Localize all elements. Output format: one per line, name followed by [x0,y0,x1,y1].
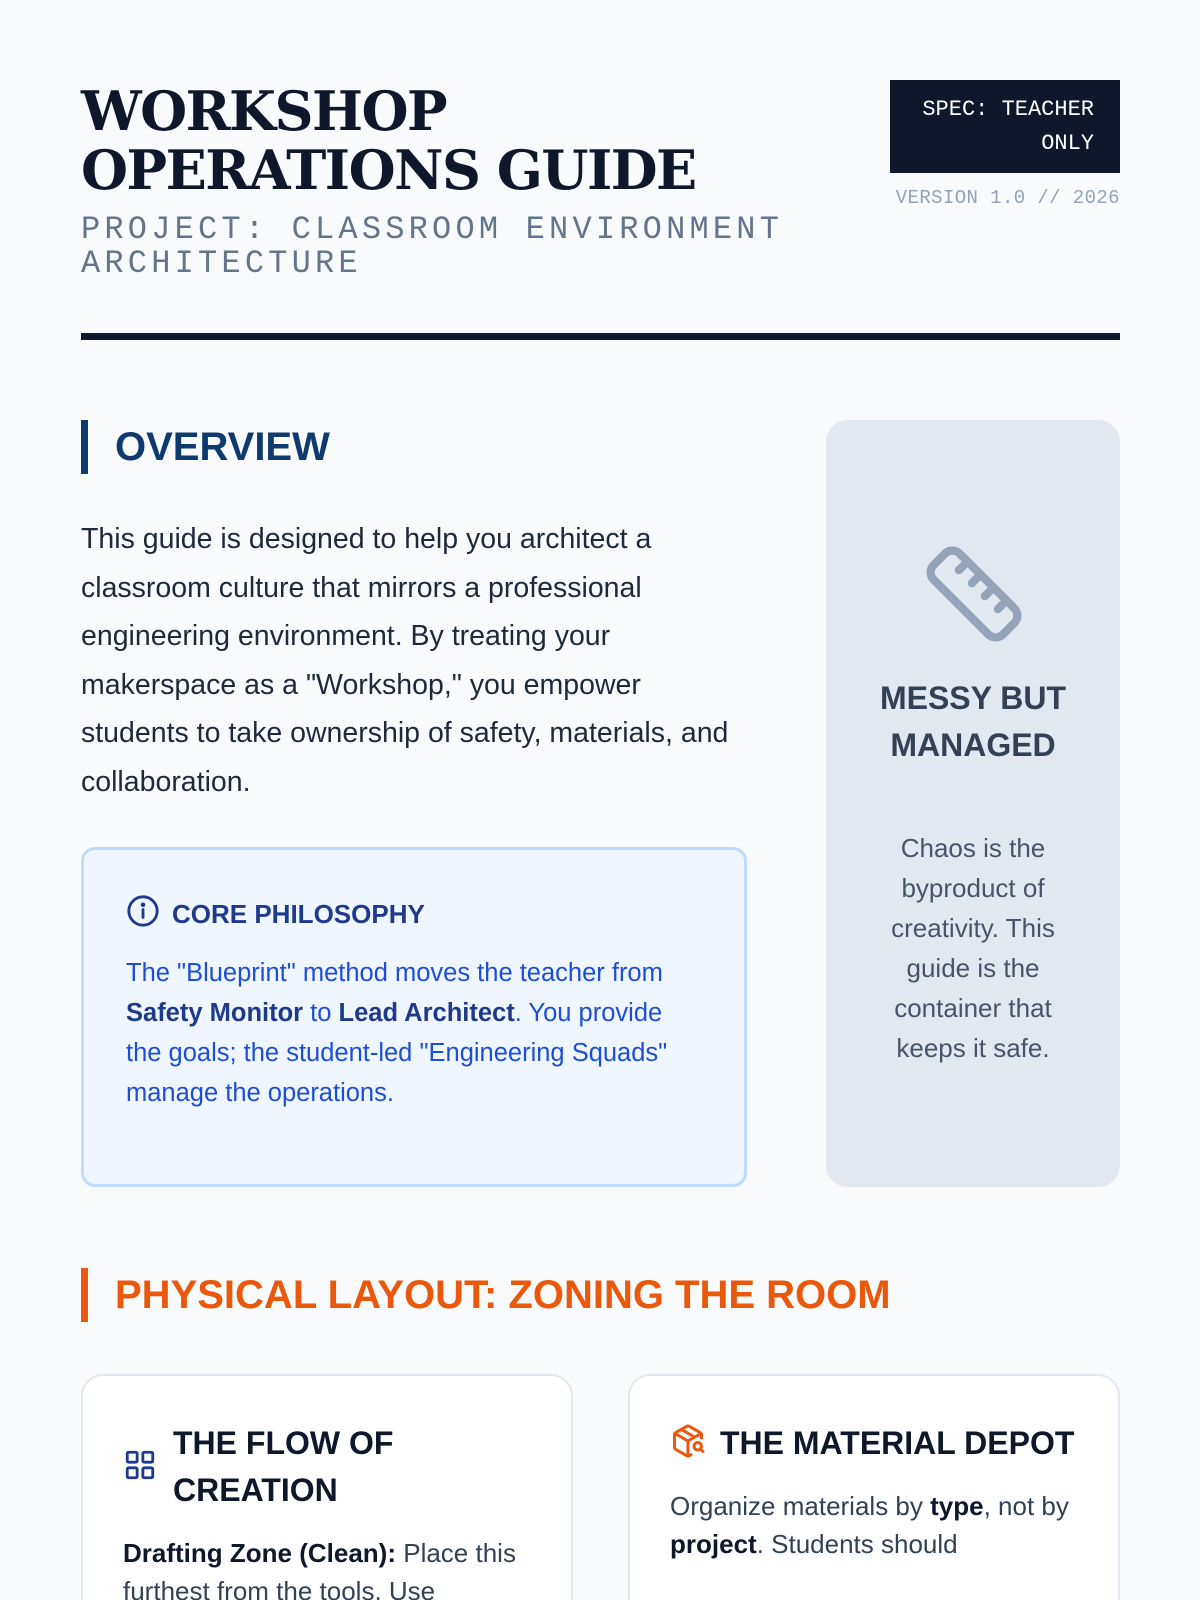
page-subtitle: PROJECT: CLASSROOM ENVIRONMENT ARCHITECTURE [81,211,784,282]
card-header [670,1420,1078,1467]
ruler-icon [922,542,1026,651]
card-title: THE MATERIAL DEPOT [720,1425,1075,1461]
header-divider [81,333,1120,340]
overview-text: This guide is designed to help you architect a classroom culture that mirrors a professional engineering environment. By treating your makerspace as a "Workshop," you empower students to take ownership of safety, materials, and collaboration. [81,523,729,798]
callout-body [126,953,704,1113]
bold-project: project [670,1529,757,1559]
card-body-text-1: Organize materials by [670,1491,931,1521]
overview-heading: OVERVIEW [81,420,330,474]
callout-bold-lead-architect: Lead Architect [338,999,515,1027]
callout-title [126,894,704,935]
side-card-text: Chaos is the byproduct of creativity. This guide is the container that keeps it safe. [891,833,1055,1063]
card-body [670,1487,1078,1563]
material-depot-card [628,1374,1120,1600]
grid-icon [123,1448,173,1487]
card-body-text-3: . Students should [756,1529,958,1559]
card-body-text: Place this furthest from the tools. Use [123,1538,516,1600]
core-philosophy-callout [81,847,747,1187]
drafting-zone-label: Drafting Zone (Clean): [123,1538,396,1568]
physical-layout-heading: PHYSICAL LAYOUT: ZONING THE ROOM [81,1268,891,1322]
page [81,0,1120,1600]
callout-title-text: CORE PHILOSOPHY [172,899,425,929]
bold-type: type [930,1491,984,1521]
flow-of-creation-card [81,1374,573,1600]
package-search-icon [670,1423,720,1464]
callout-bold-safety-monitor: Safety Monitor [126,999,304,1027]
card-header [123,1420,531,1514]
card-title: THE FLOW OF CREATION [173,1425,394,1508]
version-label: VERSION 1.0 // 2026 [895,187,1120,209]
side-card-title: MESSY BUT MANAGED [879,680,1067,763]
callout-text-2: to [303,999,339,1027]
header [81,0,1120,340]
callout-text-3: . You provide the goals; the student-led "Engineering Squads" manage the operations. [126,999,668,1107]
messy-but-managed-card [826,420,1120,1187]
callout-text-1: The "Blueprint" method moves the teacher from [126,959,663,987]
page-title: WORKSHOP OPERATIONS GUIDE [81,79,696,202]
card-body [123,1534,531,1600]
info-icon [126,894,172,935]
spec-badge: SPEC: TEACHER ONLY [890,80,1120,173]
card-body-text-2: , not by [983,1491,1069,1521]
